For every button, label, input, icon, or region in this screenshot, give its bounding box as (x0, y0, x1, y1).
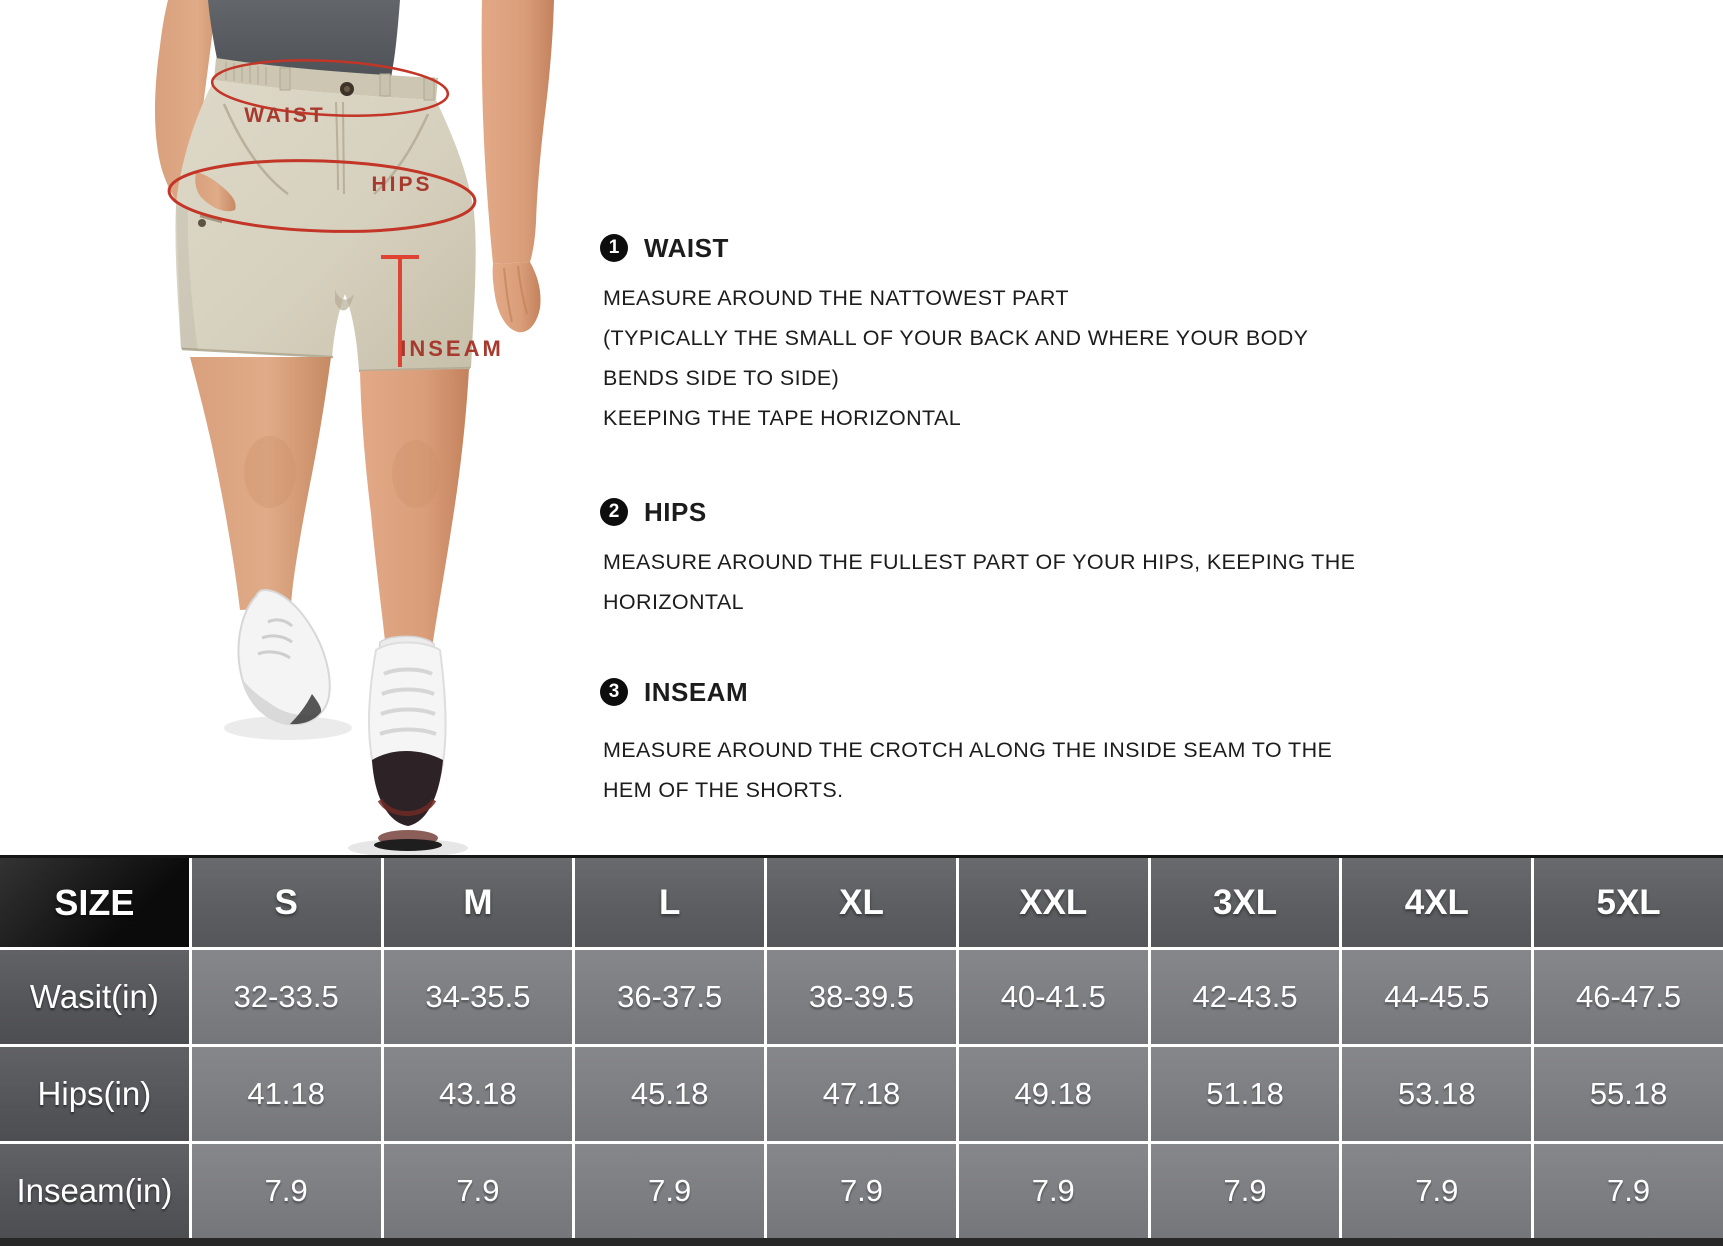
step-1-title: WAIST (644, 232, 729, 263)
inseam-value-xxl: 7.9 (959, 1144, 1148, 1238)
instruction-section-hips (600, 494, 1390, 622)
hips-value-m: 43.18 (384, 1047, 573, 1141)
size-col-header-m: M (384, 858, 573, 947)
size-col-header-xl: XL (767, 858, 956, 947)
waist-value-l: 36-37.5 (575, 950, 764, 1044)
step-3-title: INSEAM (644, 676, 749, 707)
size-col-header-4xl: 4XL (1342, 858, 1531, 947)
inseam-value-m: 7.9 (384, 1144, 573, 1238)
instruction-line: MEASURE AROUND THE FULLEST PART OF YOUR HIPS, KEEPING THE (603, 550, 1356, 574)
hips-value-3xl: 51.18 (1151, 1047, 1340, 1141)
instruction-line: MEASURE AROUND THE CROTCH ALONG THE INSIDE SEAM TO THE (603, 738, 1333, 762)
waist-row-label: Wasit(in) (0, 950, 189, 1044)
waist-value-xxl: 40-41.5 (959, 950, 1148, 1044)
waist-value-m: 34-35.5 (384, 950, 573, 1044)
hips-value-4xl: 53.18 (1342, 1047, 1531, 1141)
step-2-title: HIPS (644, 496, 707, 527)
inseam-value-5xl: 7.9 (1534, 1144, 1723, 1238)
inseam-value-s: 7.9 (192, 1144, 381, 1238)
waist-value-s: 32-33.5 (192, 950, 381, 1044)
instruction-section-waist (600, 230, 1390, 438)
instruction-line: MEASURE AROUND THE NATTOWEST PART (603, 286, 1069, 310)
inseam-value-4xl: 7.9 (1342, 1144, 1531, 1238)
model-right-arm (482, 0, 554, 332)
model-photo-svg (130, 0, 585, 858)
waist-value-5xl: 46-47.5 (1534, 950, 1723, 1044)
instruction-line: BENDS SIDE TO SIDE) (603, 366, 840, 390)
hips-value-xl: 47.18 (767, 1047, 956, 1141)
inseam-row-label: Inseam(in) (0, 1144, 189, 1238)
size-col-header-3xl: 3XL (1151, 858, 1340, 947)
hips-value-xxl: 49.18 (959, 1047, 1148, 1141)
size-col-header-5xl: 5XL (1534, 858, 1723, 947)
inseam-value-3xl: 7.9 (1151, 1144, 1340, 1238)
size-table-corner: SIZE (0, 858, 189, 947)
size-chart-table (0, 855, 1723, 1246)
hips-value-s: 41.18 (192, 1047, 381, 1141)
instruction-line: KEEPING THE TAPE HORIZONTAL (603, 406, 962, 430)
inseam-value-xl: 7.9 (767, 1144, 956, 1238)
hips-row-label: Hips(in) (0, 1047, 189, 1141)
hips-value-5xl: 55.18 (1534, 1047, 1723, 1141)
instruction-line: (TYPICALLY THE SMALL OF YOUR BACK AND WHERE YOUR BODY (603, 326, 1309, 350)
left-sneaker (238, 590, 329, 724)
hips-label: HIPS (371, 173, 433, 196)
size-col-header-xxl: XXL (959, 858, 1148, 947)
instruction-line: HORIZONTAL (603, 590, 744, 614)
step-3-badge: 3 (600, 678, 628, 706)
size-col-header-s: S (192, 858, 381, 947)
size-col-header-l: L (575, 858, 764, 947)
hips-value-l: 45.18 (575, 1047, 764, 1141)
instruction-section-inseam (600, 674, 1390, 810)
model-legs (190, 357, 469, 650)
model-photo (130, 0, 585, 858)
instruction-line: HEM OF THE SHORTS. (603, 778, 844, 802)
measuring-instructions (600, 230, 1390, 856)
right-sneaker (369, 636, 446, 851)
waist-value-4xl: 44-45.5 (1342, 950, 1531, 1044)
inseam-label: INSEAM (400, 336, 504, 361)
step-2-badge: 2 (600, 498, 628, 526)
step-1-badge: 1 (600, 234, 628, 262)
waist-value-3xl: 42-43.5 (1151, 950, 1340, 1044)
inseam-value-l: 7.9 (575, 1144, 764, 1238)
waist-label: WAIST (244, 104, 326, 127)
waist-value-xl: 38-39.5 (767, 950, 956, 1044)
